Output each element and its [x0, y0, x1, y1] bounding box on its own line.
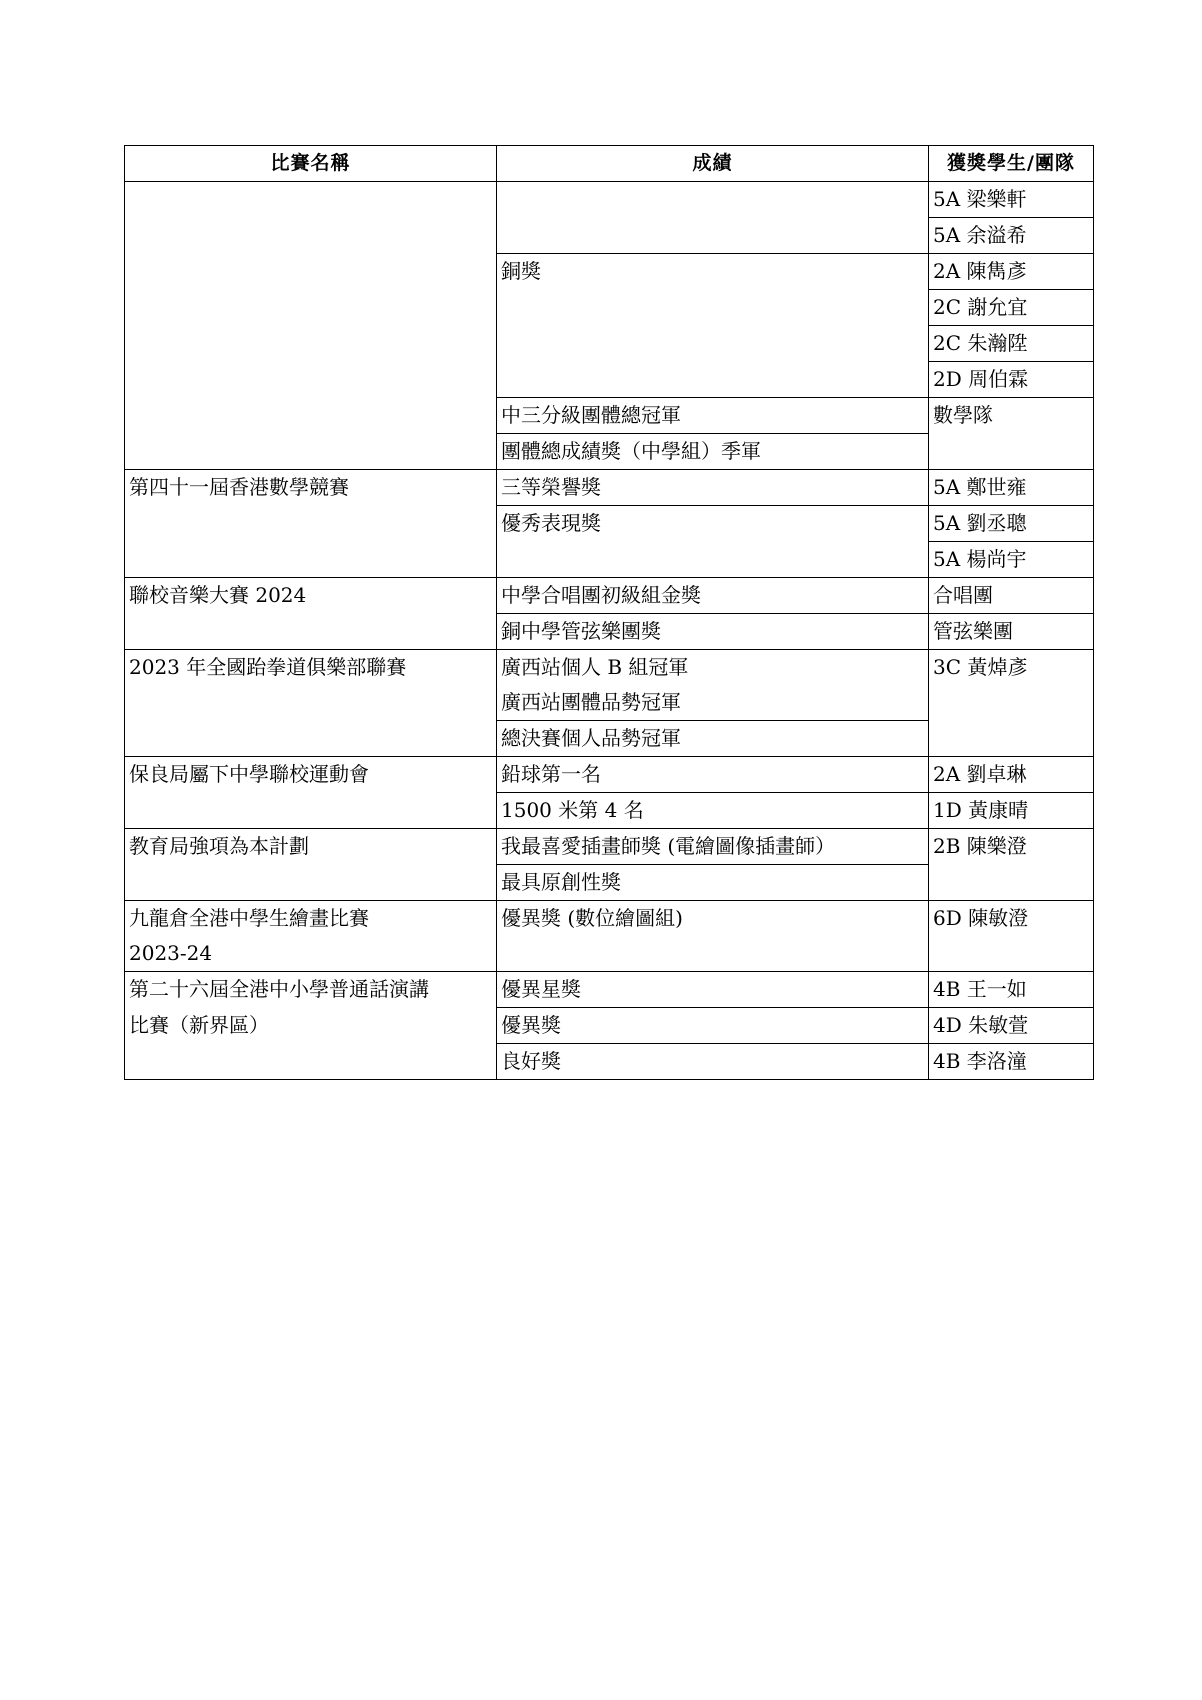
table-row	[125, 470, 1094, 506]
winner-cell: 1D 黃康晴	[929, 793, 1094, 829]
winner-cell: 5A 梁樂軒	[929, 182, 1094, 218]
result-cell: 最具原創性獎	[497, 865, 929, 901]
table-row	[125, 972, 1094, 1008]
competition-cell: 2023-24	[125, 936, 497, 972]
winner-cell: 2C 謝允宜	[929, 290, 1094, 326]
result-cell: 優秀表現獎	[497, 506, 929, 578]
table-row	[125, 578, 1094, 614]
result-cell: 三等榮譽獎	[497, 470, 929, 506]
result-cell: 優異星獎	[497, 972, 929, 1008]
result-cell: 良好獎	[497, 1044, 929, 1080]
competition-cell: 保良局屬下中學聯校運動會	[125, 757, 497, 829]
header-competition: 比賽名稱	[125, 146, 497, 182]
winner-cell: 管弦樂團	[929, 614, 1094, 650]
competition-cell	[125, 1044, 497, 1080]
result-cell: 銅中學管弦樂團獎	[497, 614, 929, 650]
awards-table	[124, 145, 1094, 1080]
result-cell: 中三分級團體總冠軍	[497, 398, 929, 434]
winner-cell: 數學隊	[929, 398, 1094, 470]
result-cell: 團體總成績獎（中學組）季軍	[497, 434, 929, 470]
competition-cell: 2023 年全國跆拳道俱樂部聯賽	[125, 650, 497, 757]
table-row	[125, 650, 1094, 686]
winner-cell: 5A 鄭世雍	[929, 470, 1094, 506]
winner-cell: 2D 周伯霖	[929, 362, 1094, 398]
result-cell: 優異獎 (數位繪圖組)	[497, 901, 929, 972]
competition-cell: 九龍倉全港中學生繪畫比賽	[125, 901, 497, 937]
result-cell: 廣西站個人 B 組冠軍	[497, 650, 929, 686]
winner-cell: 4D 朱敏萱	[929, 1008, 1094, 1044]
table-row	[125, 901, 1094, 937]
winner-cell: 3C 黃焯彥	[929, 650, 1094, 757]
competition-cell: 教育局強項為本計劃	[125, 829, 497, 901]
winner-cell: 合唱團	[929, 578, 1094, 614]
result-cell: 我最喜愛插畫師獎 (電繪圖像插畫師）	[497, 829, 929, 865]
header-result: 成績	[497, 146, 929, 182]
table-row	[125, 182, 1094, 218]
result-cell: 廣西站團體品勢冠軍	[497, 685, 929, 721]
winner-cell: 2A 劉卓琳	[929, 757, 1094, 793]
result-cell: 優異獎	[497, 1008, 929, 1044]
header-winner: 獲獎學生/團隊	[929, 146, 1094, 182]
result-cell: 銅獎	[497, 254, 929, 398]
winner-cell: 5A 余溢希	[929, 218, 1094, 254]
winner-cell: 5A 劉丞聰	[929, 506, 1094, 542]
result-cell: 鉛球第一名	[497, 757, 929, 793]
table-row	[125, 1044, 1094, 1080]
competition-cell: 第四十一屆香港數學競賽	[125, 470, 497, 578]
result-cell	[497, 182, 929, 254]
competition-cell: 聯校音樂大賽 2024	[125, 578, 497, 650]
winner-cell: 5A 楊尚宇	[929, 542, 1094, 578]
result-cell: 中學合唱團初級組金獎	[497, 578, 929, 614]
winner-cell: 4B 李洛潼	[929, 1044, 1094, 1080]
winner-cell: 6D 陳敏澄	[929, 901, 1094, 972]
winner-cell: 2B 陳樂澄	[929, 829, 1094, 901]
header-row	[125, 146, 1094, 182]
result-cell: 1500 米第 4 名	[497, 793, 929, 829]
table-row	[125, 829, 1094, 865]
competition-cell: 比賽（新界區）	[125, 1008, 497, 1044]
competition-cell	[125, 182, 497, 470]
winner-cell: 2A 陳雋彥	[929, 254, 1094, 290]
table-row	[125, 1008, 1094, 1044]
winner-cell: 2C 朱瀚陞	[929, 326, 1094, 362]
winner-cell: 4B 王一如	[929, 972, 1094, 1008]
competition-cell: 第二十六屆全港中小學普通話演講	[125, 972, 497, 1008]
table-row	[125, 757, 1094, 793]
result-cell: 總決賽個人品勢冠軍	[497, 721, 929, 757]
